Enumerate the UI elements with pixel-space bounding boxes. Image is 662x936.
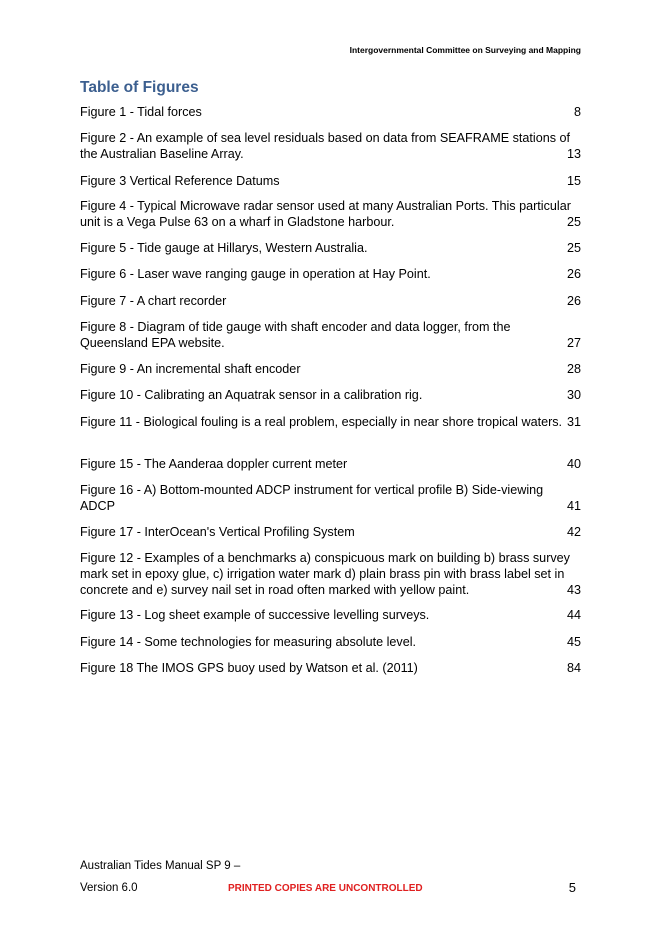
- footer-page-number: 5: [568, 880, 576, 895]
- footer-version: Version 6.0: [80, 882, 138, 894]
- toc-entry-page: 26: [566, 294, 581, 308]
- toc-entry[interactable]: [80, 456, 581, 472]
- toc-entry-text: Figure 17 - InterOcean's Vertical Profiling System: [80, 525, 355, 539]
- footer-uncontrolled-notice: PRINTED COPIES ARE UNCONTROLLED: [228, 883, 423, 894]
- toc-entry-text: Figure 12 - Examples of a benchmarks a) conspicuous mark on building b) brass survey mark set in epoxy glue, c) irrigation water mark d) plain brass pin with brass label set in concrete and e) survey nail set in road often marked with yellow paint.: [80, 551, 570, 597]
- toc-entry-text: Figure 16 - A) Bottom-mounted ADCP instrument for vertical profile B) Side-viewing ADCP: [80, 483, 544, 513]
- toc-entry-text: Figure 9 - An incremental shaft encoder: [80, 362, 301, 376]
- toc-entry-text: Figure 6 - Laser wave ranging gauge in operation at Hay Point.: [80, 267, 431, 281]
- toc-entry[interactable]: [80, 240, 581, 256]
- toc-entry-page: 13: [566, 147, 581, 161]
- toc-entry-page: 41: [566, 499, 581, 513]
- footer-manual-title: Australian Tides Manual SP 9 –: [80, 860, 241, 872]
- toc-entry-page: 28: [566, 362, 581, 376]
- toc-entry-page: 84: [566, 661, 581, 675]
- toc-entry-text: Figure 15 - The Aanderaa doppler current meter: [80, 457, 348, 471]
- toc-entry-text: Figure 10 - Calibrating an Aquatrak sensor in a calibration rig.: [80, 388, 423, 402]
- toc-entry[interactable]: [80, 361, 581, 377]
- toc-entry-text: Figure 8 - Diagram of tide gauge with shaft encoder and data logger, from the Queensland EPA website.: [80, 320, 511, 350]
- toc-entry-text: Figure 11 - Biological fouling is a real problem, especially in near shore tropical waters.: [80, 415, 563, 429]
- toc-entry-page: 25: [566, 241, 581, 255]
- running-header: Intergovernmental Committee on Surveying and Mapping: [349, 45, 581, 55]
- toc-entry[interactable]: [80, 173, 581, 189]
- toc-entry[interactable]: [80, 660, 581, 676]
- toc-entry[interactable]: [80, 387, 581, 403]
- toc-entry-page: 25: [566, 215, 581, 229]
- toc-entry[interactable]: [80, 104, 581, 120]
- toc-entry-text: Figure 14 - Some technologies for measuring absolute level.: [80, 635, 417, 649]
- toc-entry-page: 43: [566, 583, 581, 597]
- toc-entry-text: Figure 3 Vertical Reference Datums: [80, 174, 280, 188]
- toc-entry[interactable]: [80, 607, 581, 623]
- toc-entry[interactable]: [80, 130, 581, 162]
- toc-entry-page: 45: [566, 635, 581, 649]
- toc-entry-text: Figure 2 - An example of sea level residuals based on data from SEAFRAME stations of the Australian Baseline Array.: [80, 131, 570, 161]
- toc-entry[interactable]: [80, 634, 581, 650]
- toc-entry-text: Figure 7 - A chart recorder: [80, 294, 227, 308]
- toc-entry[interactable]: [80, 550, 581, 598]
- toc-entry[interactable]: [80, 414, 581, 430]
- toc-entry[interactable]: [80, 524, 581, 540]
- toc-entry-page: 15: [566, 174, 581, 188]
- toc-entry[interactable]: [80, 482, 581, 514]
- toc-entry[interactable]: [80, 198, 581, 230]
- toc-entry[interactable]: [80, 319, 581, 351]
- toc-entry-text: Figure 1 - Tidal forces: [80, 105, 202, 119]
- toc-entry-page: 44: [566, 608, 581, 622]
- toc-entry-page: 31: [566, 415, 581, 429]
- toc-entry-text: Figure 18 The IMOS GPS buoy used by Watson et al. (2011): [80, 661, 418, 675]
- toc-entry-page: 27: [566, 336, 581, 350]
- toc-entry-page: 26: [566, 267, 581, 281]
- toc-entry-page: 30: [566, 388, 581, 402]
- toc-entry-text: Figure 4 - Typical Microwave radar sensor used at many Australian Ports. This particular unit is a Vega Pulse 63 on a wharf in Gladstone harbour.: [80, 199, 571, 229]
- toc-entry-page: 42: [566, 525, 581, 539]
- toc-entry-page: 40: [566, 457, 581, 471]
- toc-entry[interactable]: [80, 293, 581, 309]
- toc-entry-text: Figure 5 - Tide gauge at Hillarys, Western Australia.: [80, 241, 368, 255]
- page-title: Table of Figures: [80, 79, 199, 96]
- toc-entry-page: 8: [573, 105, 581, 119]
- toc-entry[interactable]: [80, 266, 581, 282]
- toc-entry-text: Figure 13 - Log sheet example of successive levelling surveys.: [80, 608, 430, 622]
